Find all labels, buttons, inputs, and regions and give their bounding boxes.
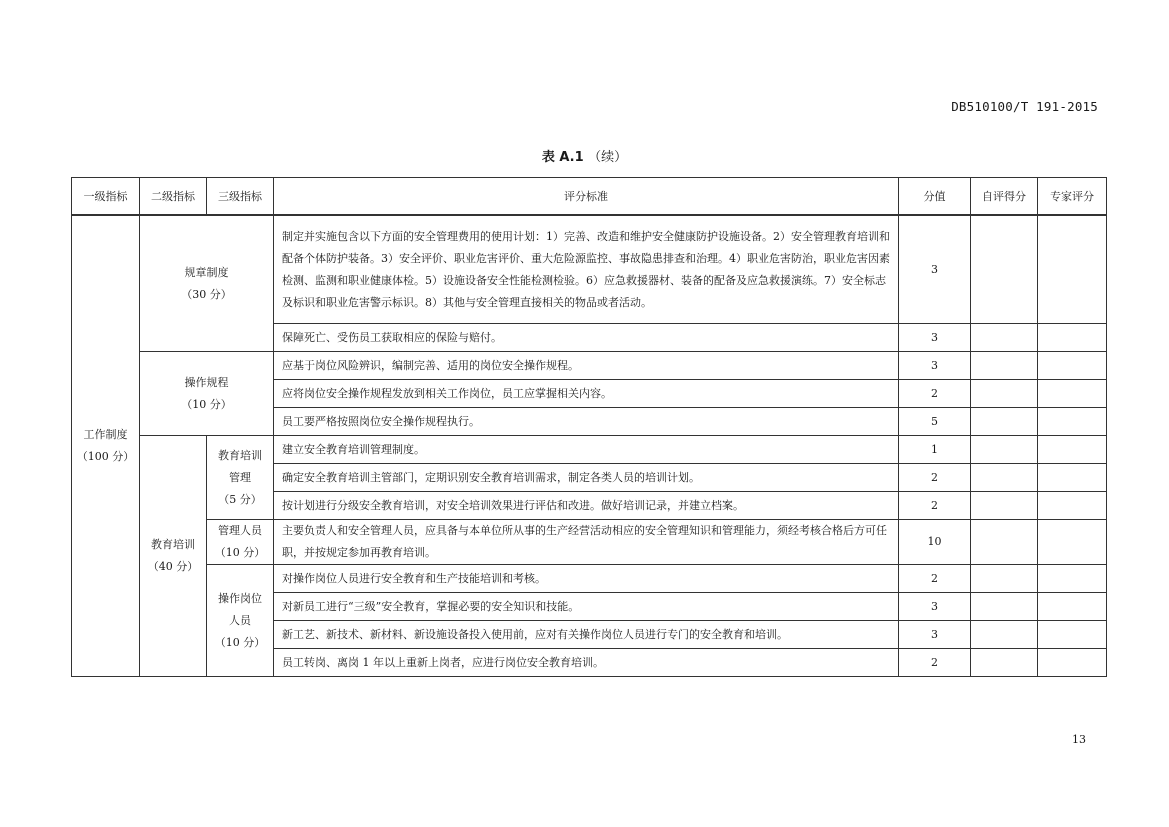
operators-cell [207, 565, 274, 677]
table-row [72, 565, 1107, 593]
criteria-cell: 应基于岗位风险辨识，编制完善、适用的岗位安全操作规程。 [274, 352, 899, 380]
self-score-cell[interactable] [971, 352, 1038, 380]
self-score-cell[interactable] [971, 464, 1038, 492]
self-score-cell[interactable] [971, 593, 1038, 621]
table-title-continued: （续） [588, 150, 628, 165]
expert-score-cell[interactable] [1038, 352, 1107, 380]
regulations-points: （30 分） [181, 287, 232, 301]
evaluation-table [71, 177, 1107, 677]
criteria-cell: 对新员工进行“三级”安全教育，掌握必要的安全知识和技能。 [274, 593, 899, 621]
self-score-cell[interactable] [971, 436, 1038, 464]
score-cell: 2 [899, 464, 971, 492]
training-mgmt-name-line2: 管理 [229, 470, 251, 484]
expert-score-cell[interactable] [1038, 649, 1107, 677]
operations-cell [140, 352, 274, 436]
table-title [0, 146, 1169, 165]
expert-score-cell[interactable] [1038, 215, 1107, 324]
criteria-cell: 主要负责人和安全管理人员，应具备与本单位所从事的生产经营活动相应的安全管理知识和管理能力，须经考核合格后方可任职，并按规定参加再教育培训。 [274, 520, 899, 565]
training-mgmt-points: （5 分） [218, 492, 262, 506]
expert-score-cell[interactable] [1038, 492, 1107, 520]
self-score-cell[interactable] [971, 621, 1038, 649]
header-level1: 一级指标 [72, 178, 140, 216]
level1-points: （100 分） [76, 450, 135, 463]
criteria-cell: 确定安全教育培训主管部门，定期识别安全教育培训需求，制定各类人员的培训计划。 [274, 464, 899, 492]
operators-name-line1: 操作岗位 [218, 591, 262, 605]
level1-cell [72, 215, 140, 677]
training-cell [140, 436, 207, 677]
expert-score-cell[interactable] [1038, 380, 1107, 408]
score-cell: 2 [899, 649, 971, 677]
table-row [72, 520, 1107, 565]
operations-points: （10 分） [181, 397, 232, 411]
score-cell: 3 [899, 215, 971, 324]
expert-score-cell[interactable] [1038, 324, 1107, 352]
header-level3: 三级指标 [207, 178, 274, 216]
document-code: DB510100/T 191-2015 [951, 99, 1098, 114]
operators-points: （10 分） [214, 635, 266, 649]
criteria-cell: 保障死亡、受伤员工获取相应的保险与赔付。 [274, 324, 899, 352]
expert-score-cell[interactable] [1038, 436, 1107, 464]
self-score-cell[interactable] [971, 324, 1038, 352]
regulations-cell [140, 215, 274, 352]
score-cell: 1 [899, 436, 971, 464]
page-number: 13 [1072, 733, 1086, 746]
operations-name: 操作规程 [184, 375, 229, 389]
managers-cell [207, 520, 274, 565]
training-mgmt-cell [207, 436, 274, 520]
score-cell: 2 [899, 492, 971, 520]
criteria-cell: 制定并实施包含以下方面的安全管理费用的使用计划：1）完善、改造和维护安全健康防护设施设备。2）安全管理教育培训和配备个体防护装备。3）安全评价、职业危害评价、重大危险源监控、事故隐患排查和治理。4）职业危害防治，职业危害因素检测、监测和职业健康体检。5）设施设备安全性能检测检验。6）应急救援器材、装备的配备及应急救援演练。7）安全标志及标识和职业危害警示标识。8）其他与安全管理直接相关的物品或者活动。 [274, 215, 899, 324]
score-cell: 3 [899, 352, 971, 380]
score-cell: 10 [899, 520, 971, 565]
expert-score-cell[interactable] [1038, 593, 1107, 621]
score-cell: 3 [899, 593, 971, 621]
level1-name: 工作制度 [83, 428, 128, 441]
expert-score-cell[interactable] [1038, 408, 1107, 436]
training-name: 教育培训 [151, 538, 195, 551]
header-criteria: 评分标准 [274, 178, 899, 216]
expert-score-cell[interactable] [1038, 621, 1107, 649]
header-self-score: 自评得分 [971, 178, 1038, 216]
criteria-cell: 员工要严格按照岗位安全操作规程执行。 [274, 408, 899, 436]
regulations-name: 规章制度 [184, 265, 229, 279]
expert-score-cell[interactable] [1038, 520, 1107, 565]
managers-points: （10 分） [214, 546, 266, 559]
self-score-cell[interactable] [971, 565, 1038, 593]
self-score-cell[interactable] [971, 520, 1038, 565]
operators-name-line2: 人员 [229, 613, 251, 627]
header-level2: 二级指标 [140, 178, 207, 216]
score-cell: 3 [899, 324, 971, 352]
self-score-cell[interactable] [971, 408, 1038, 436]
score-cell: 2 [899, 380, 971, 408]
expert-score-cell[interactable] [1038, 565, 1107, 593]
table-row [72, 436, 1107, 464]
score-cell: 5 [899, 408, 971, 436]
score-cell: 2 [899, 565, 971, 593]
table-row [72, 352, 1107, 380]
training-points: （40 分） [147, 560, 199, 573]
training-mgmt-name-line1: 教育培训 [218, 448, 262, 462]
criteria-cell: 员工转岗、离岗 1 年以上重新上岗者，应进行岗位安全教育培训。 [274, 649, 899, 677]
header-score: 分值 [899, 178, 971, 216]
self-score-cell[interactable] [971, 380, 1038, 408]
score-cell: 3 [899, 621, 971, 649]
self-score-cell[interactable] [971, 649, 1038, 677]
expert-score-cell[interactable] [1038, 464, 1107, 492]
criteria-cell: 建立安全教育培训管理制度。 [274, 436, 899, 464]
table-row [72, 215, 1107, 324]
self-score-cell[interactable] [971, 492, 1038, 520]
criteria-cell: 应将岗位安全操作规程发放到相关工作岗位，员工应掌握相关内容。 [274, 380, 899, 408]
managers-name: 管理人员 [218, 524, 262, 537]
criteria-cell: 按计划进行分级安全教育培训，对安全培训效果进行评估和改进。做好培训记录，并建立档案。 [274, 492, 899, 520]
table-title-main: 表 A.1 [541, 150, 584, 165]
criteria-cell: 对操作岗位人员进行安全教育和生产技能培训和考核。 [274, 565, 899, 593]
header-expert-score: 专家评分 [1038, 178, 1107, 216]
self-score-cell[interactable] [971, 215, 1038, 324]
criteria-cell: 新工艺、新技术、新材料、新设施设备投入使用前，应对有关操作岗位人员进行专门的安全教育和培训。 [274, 621, 899, 649]
table-header-row [72, 178, 1107, 216]
